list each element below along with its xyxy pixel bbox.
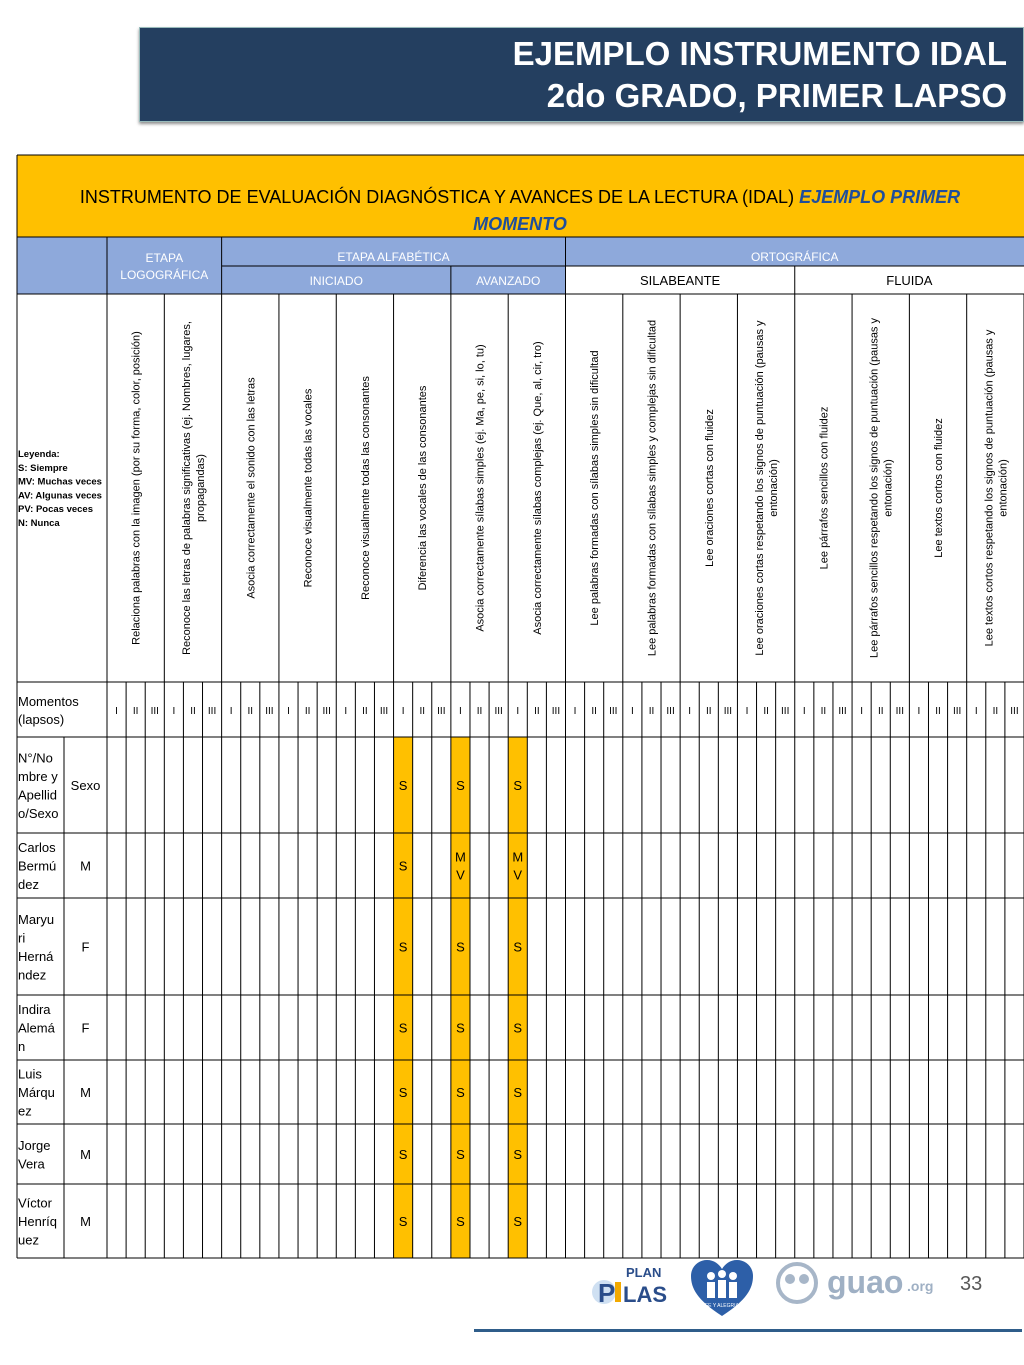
- highlight-column: [451, 737, 470, 1258]
- student-name: Indira: [18, 1002, 51, 1017]
- student-sex: F: [81, 1020, 90, 1036]
- lapso-label: II: [820, 706, 827, 717]
- highlight-column: [508, 737, 527, 1258]
- lapso-label: II: [763, 706, 769, 717]
- lapso-label: III: [551, 706, 561, 717]
- indicator-header: entonación): [997, 459, 1010, 517]
- lapso-label: II: [877, 706, 884, 717]
- footer-rule: [474, 1329, 1022, 1332]
- lapso-label: I: [630, 706, 634, 717]
- lapso-label: III: [895, 706, 904, 717]
- student-sex: M: [80, 1214, 91, 1229]
- indicator-header: Lee textos cortos respetando los signos de puntuación (pausas y: [983, 329, 996, 647]
- lapso-label: II: [304, 706, 311, 717]
- indicator-header: Asocia correctamente el sonido con las letras: [245, 377, 258, 599]
- student-name: Herná: [18, 948, 54, 964]
- fe-y-alegria-logo: [689, 1258, 755, 1318]
- assessment-value: S: [398, 1147, 408, 1162]
- student-name: Víctor: [18, 1195, 52, 1211]
- guao-logo: [775, 1259, 945, 1305]
- legend-line: S: Siempre: [18, 462, 68, 474]
- lapso-label: II: [992, 706, 999, 717]
- indicator-header: Lee oraciones cortas respetando los signos de puntuación (pausas y: [754, 320, 767, 656]
- student-sex: Sexo: [70, 778, 101, 793]
- indicator-header: Reconoce visualmente todas las consonantes: [359, 376, 372, 600]
- student-name: Henríq: [18, 1214, 58, 1229]
- lapso-label: II: [247, 706, 254, 717]
- student-sex: M: [80, 858, 91, 874]
- indicator-header: Lee párrafos sencillos respetando los signos de puntuación (pausas y: [868, 318, 881, 658]
- assessment-value: S: [398, 1085, 408, 1100]
- lapso-label: II: [362, 706, 368, 717]
- assessment-value: V: [456, 867, 465, 883]
- assessment-value: S: [513, 778, 523, 793]
- svg-text:LAS: LAS: [623, 1282, 667, 1307]
- lapso-label: I: [688, 706, 692, 717]
- svg-text:.org: .org: [907, 1278, 934, 1294]
- indicator-header: entonación): [882, 459, 895, 517]
- lapso-label: III: [494, 706, 503, 717]
- logografica-header-cell: [107, 237, 222, 294]
- assessment-value: S: [398, 858, 408, 874]
- lapso-label: III: [952, 706, 962, 717]
- lapso-label: III: [265, 706, 274, 717]
- lapso-label: III: [322, 706, 331, 717]
- assessment-value: M: [512, 849, 524, 865]
- lapso-label: I: [802, 706, 806, 717]
- header-corner-cell: [17, 237, 107, 294]
- svg-text:guao: guao: [827, 1264, 904, 1300]
- indicator-header: Reconoce visualmente todas las vocales: [302, 388, 315, 588]
- lapso-label: I: [917, 706, 921, 717]
- lapso-label: III: [609, 706, 618, 717]
- assessment-value: S: [398, 778, 408, 793]
- assessment-value: S: [456, 778, 465, 793]
- indicator-header: Lee textos cortos con fluidez: [933, 418, 946, 558]
- student-name: Bermú: [18, 858, 57, 874]
- lapso-label: III: [723, 706, 733, 717]
- svg-text:PLAN: PLAN: [626, 1265, 662, 1280]
- lapso-label: II: [476, 706, 483, 717]
- lapso-label: II: [706, 706, 712, 717]
- indicator-header: Reconoce las letras de palabras significativas (ej. Nombres, lugares,: [180, 321, 193, 655]
- legend-line: N: Nunca: [18, 518, 60, 529]
- assessment-value: S: [456, 1147, 465, 1162]
- moments-label: Momentos: [18, 694, 79, 709]
- assessment-value: S: [513, 1214, 523, 1229]
- slide-title-line2: 2do GRADO, PRIMER LAPSO: [546, 77, 1007, 114]
- table-title: INSTRUMENTO DE EVALUACIÓN DIAGNÓSTICA Y AVANCES DE LA LECTURA (IDAL) EJEMPLO PRIMER: [79, 187, 961, 207]
- student-name: Apellid: [18, 787, 58, 803]
- fluida-label: FLUIDA: [886, 273, 933, 288]
- table-title-line2: MOMENTO: [473, 214, 567, 234]
- assessment-value: S: [456, 1214, 465, 1229]
- legend-line: PV: Pocas veces: [18, 504, 93, 516]
- lapso-label: I: [573, 706, 577, 717]
- moments-label: (lapsos): [18, 712, 65, 727]
- lapso-label: III: [379, 706, 389, 717]
- student-name: N°/No: [18, 750, 53, 766]
- assessment-value: S: [456, 939, 465, 955]
- logografica-label: LOGOGRÁFICA: [120, 268, 209, 282]
- lapso-label: I: [172, 706, 176, 717]
- indicator-header: Asocia correctamente sílabas complejas (ej. Que, al, cir, tro): [531, 341, 544, 635]
- logografica-label: ETAPA: [145, 251, 184, 265]
- lapso-label: I: [401, 706, 405, 717]
- student-name: Alemá: [18, 1020, 55, 1036]
- indicator-header: Relaciona palabras con la imagen (por su forma, color, posición): [130, 331, 143, 645]
- ortografica-label: ORTOGRÁFICA: [750, 250, 839, 264]
- indicator-header: propagandas): [194, 454, 207, 522]
- svg-text:FE Y ALEGRIA: FE Y ALEGRIA: [705, 1303, 739, 1309]
- student-name: Márqu: [18, 1085, 55, 1100]
- student-name: ndez: [18, 967, 47, 983]
- student-name: ez: [18, 1103, 32, 1119]
- svg-text:P: P: [598, 1278, 616, 1308]
- silabeante-label: SILABEANTE: [640, 273, 721, 288]
- indicator-header: Lee oraciones cortas con fluidez: [703, 409, 716, 567]
- alfabetica-label: ETAPA ALFABÉTICA: [337, 250, 450, 264]
- assessment-value: S: [398, 939, 408, 955]
- lapso-label: I: [745, 706, 749, 717]
- indicator-header: Lee palabras formadas con sílabas simples sin dificultad: [589, 350, 602, 626]
- assessment-value: S: [398, 1214, 408, 1229]
- student-name: Vera: [18, 1156, 45, 1172]
- lapso-label: II: [534, 706, 540, 717]
- assessment-value: S: [513, 1147, 523, 1162]
- lapso-label: I: [344, 706, 348, 717]
- avanzado-label: AVANZADO: [476, 274, 541, 288]
- indicator-header: Lee palabras formadas con sílabas simples y complejas sin dificultad: [646, 319, 659, 657]
- legend-line: MV: Muchas veces: [18, 476, 102, 488]
- lapso-label: III: [207, 706, 217, 717]
- assessment-value: S: [513, 939, 523, 955]
- indicator-header: entonación): [768, 459, 781, 517]
- page-number: 33: [960, 1273, 983, 1295]
- lapso-label: II: [419, 706, 425, 717]
- student-name: Maryu: [18, 911, 55, 927]
- assessment-value: S: [398, 1020, 408, 1036]
- legend-line: AV: Algunas veces: [18, 490, 102, 502]
- lapso-label: I: [287, 706, 290, 717]
- student-name: o/Sexo: [18, 805, 59, 821]
- student-name: ri: [18, 930, 26, 946]
- student-name: Carlos: [18, 840, 56, 855]
- lapso-label: II: [132, 706, 139, 717]
- lapso-label: II: [190, 706, 196, 717]
- student-sex: F: [81, 939, 90, 955]
- indicator-header: Diferencia las vocales de las consonantes: [417, 385, 430, 591]
- iniciado-label: INICIADO: [309, 274, 363, 288]
- plan-pilas-logo: [590, 1262, 680, 1308]
- slide-title-line1: EJEMPLO INSTRUMENTO IDAL: [512, 35, 1007, 72]
- lapso-label: II: [648, 706, 655, 717]
- assessment-value: M: [455, 849, 466, 865]
- assessment-value: V: [513, 867, 523, 883]
- lapso-label: III: [150, 706, 159, 717]
- assessment-value: S: [456, 1085, 465, 1100]
- student-name: mbre y: [18, 768, 58, 784]
- lapso-label: I: [516, 706, 520, 717]
- highlight-column: [394, 737, 413, 1258]
- student-sex: M: [80, 1085, 91, 1100]
- student-name: uez: [18, 1232, 39, 1248]
- assessment-value: S: [456, 1020, 465, 1036]
- lapso-label: II: [591, 706, 597, 717]
- assessment-value: S: [513, 1085, 523, 1100]
- lapso-label: I: [860, 706, 864, 717]
- lapso-label: III: [781, 706, 790, 717]
- lapso-label: I: [974, 706, 978, 717]
- legend-line: Leyenda:: [18, 449, 60, 460]
- student-name: n: [18, 1039, 26, 1054]
- indicator-header: Lee párrafos sencillos con fluidez: [818, 406, 831, 570]
- student-sex: M: [80, 1147, 91, 1162]
- lapso-label: III: [1010, 706, 1019, 717]
- lapso-label: III: [838, 706, 847, 717]
- student-name: Luis: [18, 1066, 42, 1082]
- lapso-label: III: [666, 706, 675, 717]
- assessment-value: S: [513, 1020, 523, 1036]
- lapso-label: I: [229, 706, 233, 717]
- lapso-label: III: [437, 706, 446, 717]
- lapso-label: I: [115, 706, 118, 717]
- lapso-label: I: [459, 706, 462, 717]
- student-name: Jorge: [18, 1137, 51, 1153]
- indicator-header: Asocia correctamente sílabas simples (ej. Ma, pe, si, lo, tu): [474, 344, 487, 632]
- student-name: dez: [18, 877, 39, 892]
- lapso-label: II: [935, 706, 941, 717]
